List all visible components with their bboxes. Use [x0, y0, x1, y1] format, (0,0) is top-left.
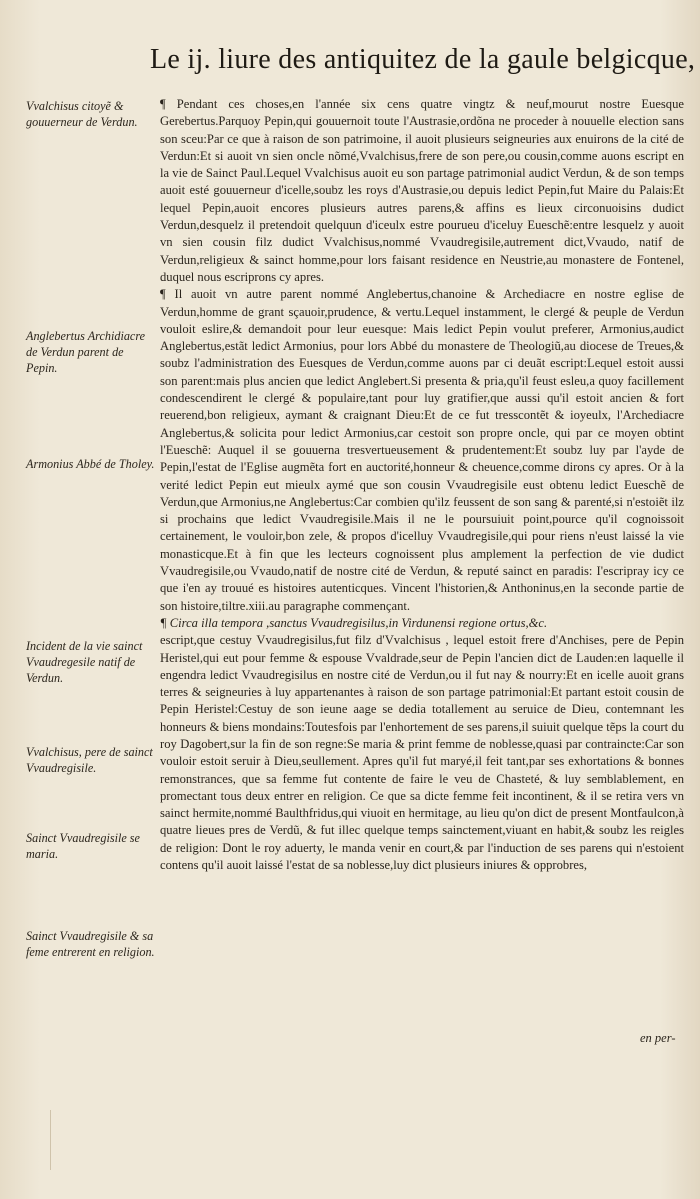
paragraph: ¶ Il auoit vn autre parent nommé Anglebertus,chanoine & Archediacre en nostre eglise de Verdun,homme de grant sçauoir,prudence, & vertu.Lequel instamment, le clergé & peuple de Verdun vouloit eslire,& demandoit pour leur euesque: Mais ledict Pepin voulut preferer, Armonius,audict Anglebertus,estãt ledict Armonius, pour lors Abbé du monastere de Theologiũ,au diocese de Treues,& soubz l'administration des Euesques de Verdun,comme auons par ci deuãt escript:Lequel estoit aussi son parent:mais plus ancien que ledict Anglebert.Si presenta & pria,qu'il feust esleu,a quoy facillement condescendirent le clergé & populaire,tant pour luy gratifier,que aussi qu'il estoit ancien & fort reuerend,bon religieux, aymant & craignant Dieu:Et de ce fut tresscontẽt & ioyeulx, l'Archediacre Anglebertus,& solicita pour ledict Armonius,car cestoit son propre oncle, qui par ce moyen obtint l'Eueschẽ: Auquel il se gouuerna tresvertueusement & prudentement:Et soubz luy par l'ayde de Pepin,l'estat de l'Eglise augmẽta fort en auctorité,honneur & cheuence,comme dirons cy apres. Or à la verité ledict Pepin eut mieulx aymé que son cousin Vvaudregisile eust obtenu ledict Eueschẽ de Verdun,que Armonius,ne Anglebertus:Car combien qu'ilz feussent de son sang & parenté,si n'estoiẽt ilz si prochains que ledict Vvaudregisile.Mais il ne le poursuiuit point,pource qu'il cognoissoit certainement, le vouloir,bon zele, & propos d'icelluy Vvaudregisile,qui pour riens n'eust laissé la vie monasticque.Et à fin que les lecteurs cognoissent plus amplement la perfection de vie dudict Vvaudregisile,ou Vvaudo,natif de nostre cité de Verdun, & reputé sainct en paradis: I'escripray icy ce que i'en ay trouué es histoires autenticques. Vincent l'historien,& Anthoninus,en la seconde partie de son histoire,tiltre.xiii.au paragraphe commençant. [160, 287, 684, 613]
page-fold-mark [50, 1110, 51, 1170]
margin-note: Vvalchisus, pere de sainct Vvaudregisile. [26, 745, 153, 775]
margin-note: Sainct Vvaudregisile & sa feme entrerent en religion. [26, 929, 155, 959]
main-text [160, 96, 684, 874]
paragraph: ¶ Pendant ces choses,en l'année six cens quatre vingtz & neuf,mourut nostre Euesque Gerebertus.Parquoy Pepin,qui gouuernoit toute l'Austrasie,ordõna ne proceder à nouuelle election sans son sceu:Par ce que à raison de son patrimoine, il auoit plusieurs seigneuries aux enuirons de la cité de Verdun:Et si auoit vn sien oncle nõmé,Vvalchisus,frere de son pere,ou cousin,comme auons escript en la vie de Sainct Paul.Lequel Vvalchisus auoit eu son partage patrimonial audict Verdun, & de son temps auoit esté gouuerneur d'icelle,soubz les roys d'Austrasie,ou depuis ledict Pepin,fut Maire du Palais:Et lequel Pepin,auoit encores plusieurs autres parens,& affins es lieux circonuoisins dudict Verdun,desquelz il pretendoit quelquun d'iceulx estre pourueu d'iceluy Eueschẽ:entre lesquelz y auoit vn sien cousin filz dudict Vvalchisus,nommé Vvaudregisile,autrement dict,Vvaudo, natif de Verdun,religieux & sainct homme,pour lors faisant residence en Neustrie,au monastere de Fontenel, duquel nous escriprons cy apres. [160, 97, 684, 284]
margin-note: Anglebertus Archidiacre de Verdun parent de Pepin. [26, 329, 146, 375]
margin-note: Vvalchisus citoyẽ & gouuerneur de Verdun. [26, 99, 138, 129]
paragraph: escript,que cestuy Vvaudregisilus,fut filz d'Vvalchisus , lequel estoit frere d'Anchises, pere de Pepin Heristel,qui eut pour femme & espouse Vvaldrade,seur de Pepin l'ancien dict de Lauden:en laquelle il engendra ledict Vvaudregisilus en nostre cité de Verdun,ou il fut nay & nourry:Et en icelle auoit grans terres & seigneuries à luy appartenantes à raison de son partage patrimonial:Et partant estoit cousin de Pepin Heristel:Cestuy de son ieune aage se dedia totallement au seruice de Dieu, contemnant les honneurs & biens mondains:Toutesfois par l'enhortement de ses parens,il suiuit quelque tẽps la court du roy Dagobert,sur la fin de son regne:Se maria & print femme de noblesse,quasi par contraincte:Car son vouloir estoit seruir à Dieu,seullement. Apres qu'il fut maryé,il feit tant,par ses exhortations & bonnes remonstrances, que sa femme fut contente de faire le veu de Chasteté, & luy semblablement, en promectant tous deux entrer en religion. Ce que sa dicte femme feit incontinent, & il se retira vers vn sainct hermite,nommé Baulthfridus,qui viuoit en hermitage, au lieu qu'on dict de present Montfaulcon,à quatre lieues pres de Verdũ, & fut illec quelque temps sainctement,viuant en habit,& soubz les reigles de religion: Dont le roy aduerty, le manda venir en court,& par l'induction de ses parens qui n'estoient contens qu'il auoit laissé l'estat de sa noblesse,luy dict plusieurs iniures & opprobres, [160, 633, 684, 873]
catchword: en per- [640, 1031, 676, 1045]
margin-note: Incident de la vie sainct Vvaudregesile natif de Verdun. [26, 639, 143, 685]
latin-quotation: ¶ Circa illa tempora ,sanctus Vvaudregisilus,in Virdunensi regione ortus,&c. [160, 615, 548, 630]
margin-note: Sainct Vvaudregisile se maria. [26, 831, 140, 861]
running-head: Le ij. liure des antiquitez de la gaule belgicque, [150, 44, 696, 75]
margin-note: Armonius Abbé de Tholey. [26, 457, 155, 471]
